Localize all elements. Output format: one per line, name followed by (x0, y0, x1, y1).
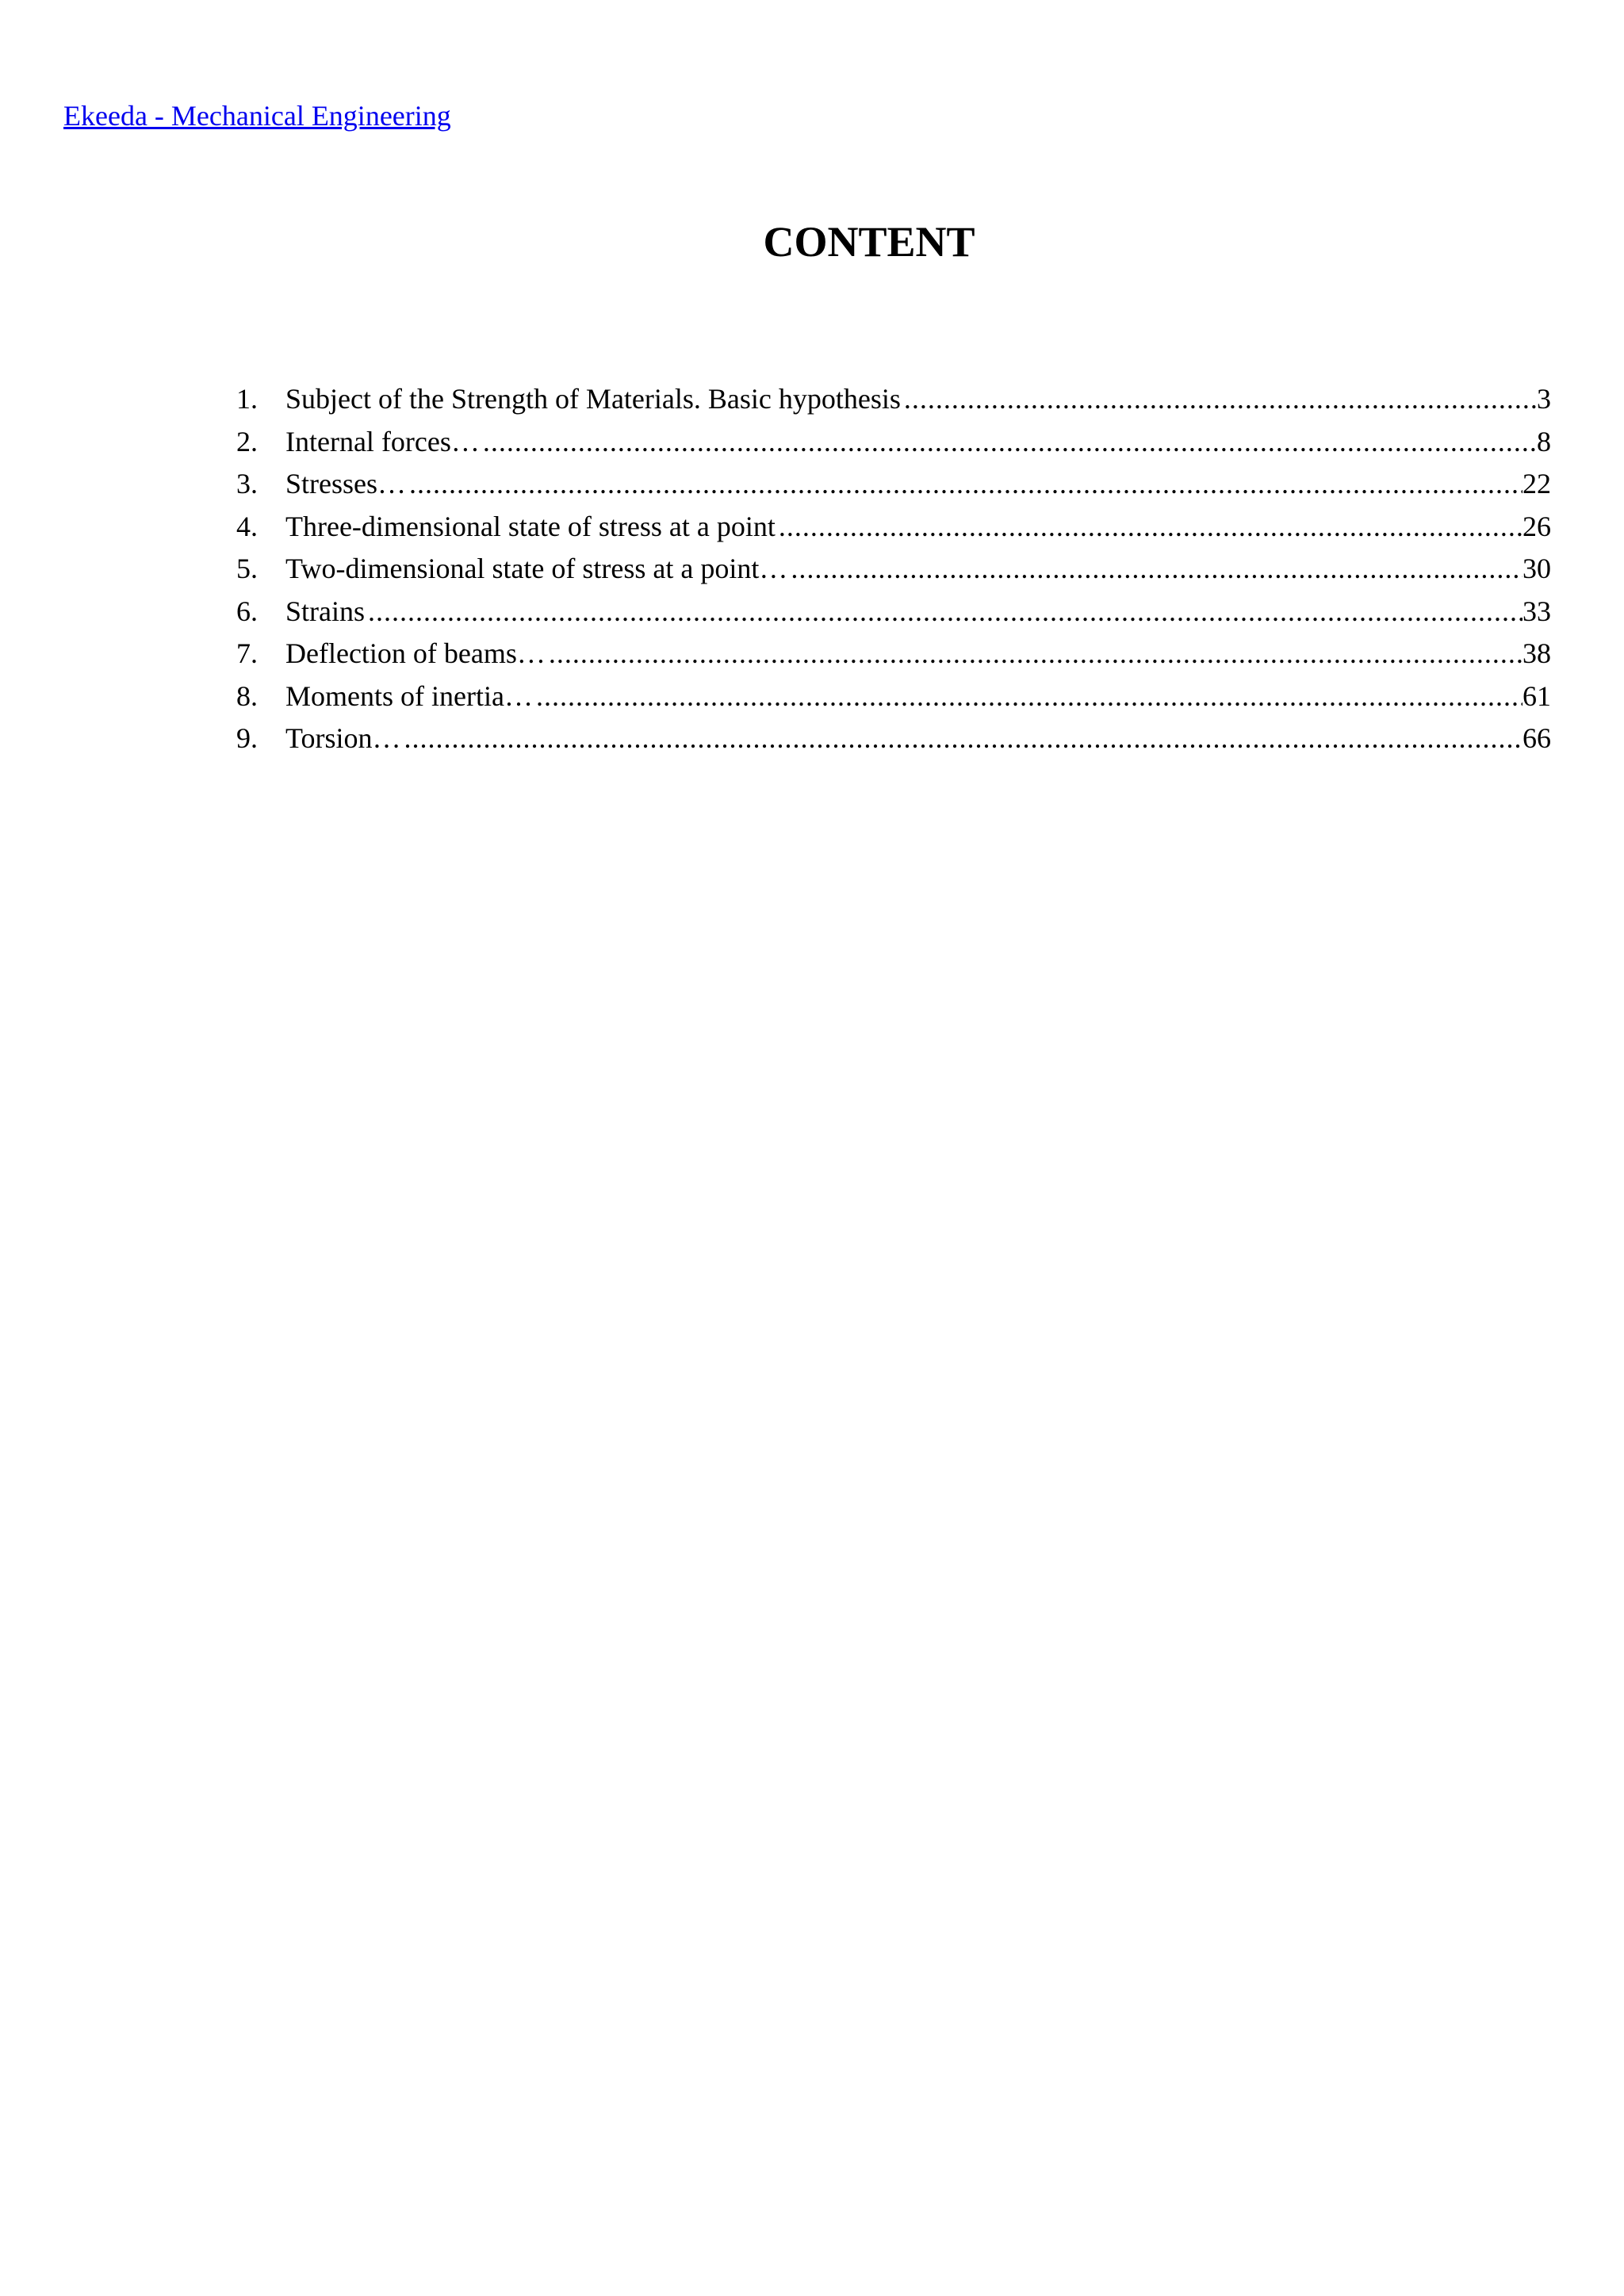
toc-dot-leader (400, 718, 1522, 760)
page-title: CONTENT (763, 218, 975, 266)
toc-entry-number: 8. (236, 679, 258, 712)
toc-entry-page: 8 (1537, 425, 1551, 457)
toc-entry-number: 2. (236, 425, 258, 457)
toc-entry-title: Deflection of beams… (285, 637, 546, 669)
toc-dot-leader (480, 421, 1537, 464)
header-link[interactable]: Ekeeda - Mechanical Engineering (63, 100, 451, 132)
toc-entry-number: 4. (236, 510, 258, 542)
toc-entry-title: Stresses… (285, 468, 406, 499)
toc-entry-page: 22 (1522, 468, 1551, 499)
toc-entry-page: 38 (1522, 637, 1551, 669)
toc-dot-leader (533, 675, 1522, 718)
toc-entry-8[interactable] (236, 675, 1551, 718)
toc-dot-leader (546, 633, 1522, 675)
toc-entry-title: Three-dimensional state of stress at a point (285, 510, 776, 542)
toc-entry-title: Two-dimensional state of stress at a point… (285, 553, 788, 584)
toc-entry-page: 33 (1522, 595, 1551, 627)
toc-entry-9[interactable] (236, 718, 1551, 760)
toc-dot-leader (901, 378, 1537, 421)
toc-dot-leader (787, 548, 1522, 591)
toc-entry-page: 66 (1522, 722, 1551, 754)
toc-entry-page: 30 (1522, 553, 1551, 584)
toc-entry-number: 7. (236, 637, 258, 669)
toc-entry-page: 3 (1537, 383, 1551, 415)
toc-entry-number: 3. (236, 468, 258, 499)
toc-entry-6[interactable] (236, 591, 1551, 633)
toc-entry-title: Strains (285, 595, 366, 627)
toc-dot-leader (776, 506, 1522, 549)
toc-entry-7[interactable] (236, 633, 1551, 675)
toc-entry-title: Moments of inertia… (285, 679, 533, 712)
toc-entry-title: Subject of the Strength of Materials. Basic hypothesis (285, 383, 901, 415)
toc-entry-title: Torsion… (285, 722, 401, 754)
toc-entry-page: 61 (1522, 679, 1551, 712)
toc-entry-2[interactable] (236, 421, 1551, 464)
toc-entry-1[interactable] (236, 378, 1551, 421)
toc-dot-leader (365, 591, 1522, 633)
toc-entry-page: 26 (1522, 510, 1551, 542)
toc-entry-4[interactable] (236, 506, 1551, 549)
toc-entry-5[interactable] (236, 548, 1551, 591)
toc-entry-number: 9. (236, 722, 258, 754)
toc-entry-number: 6. (236, 595, 258, 627)
toc-entry-number: 5. (236, 553, 258, 584)
table-of-contents (236, 378, 1551, 760)
toc-entry-3[interactable] (236, 463, 1551, 506)
toc-entry-title: Internal forces… (285, 425, 480, 457)
toc-entry-number: 1. (236, 383, 258, 415)
toc-dot-leader (406, 463, 1522, 506)
